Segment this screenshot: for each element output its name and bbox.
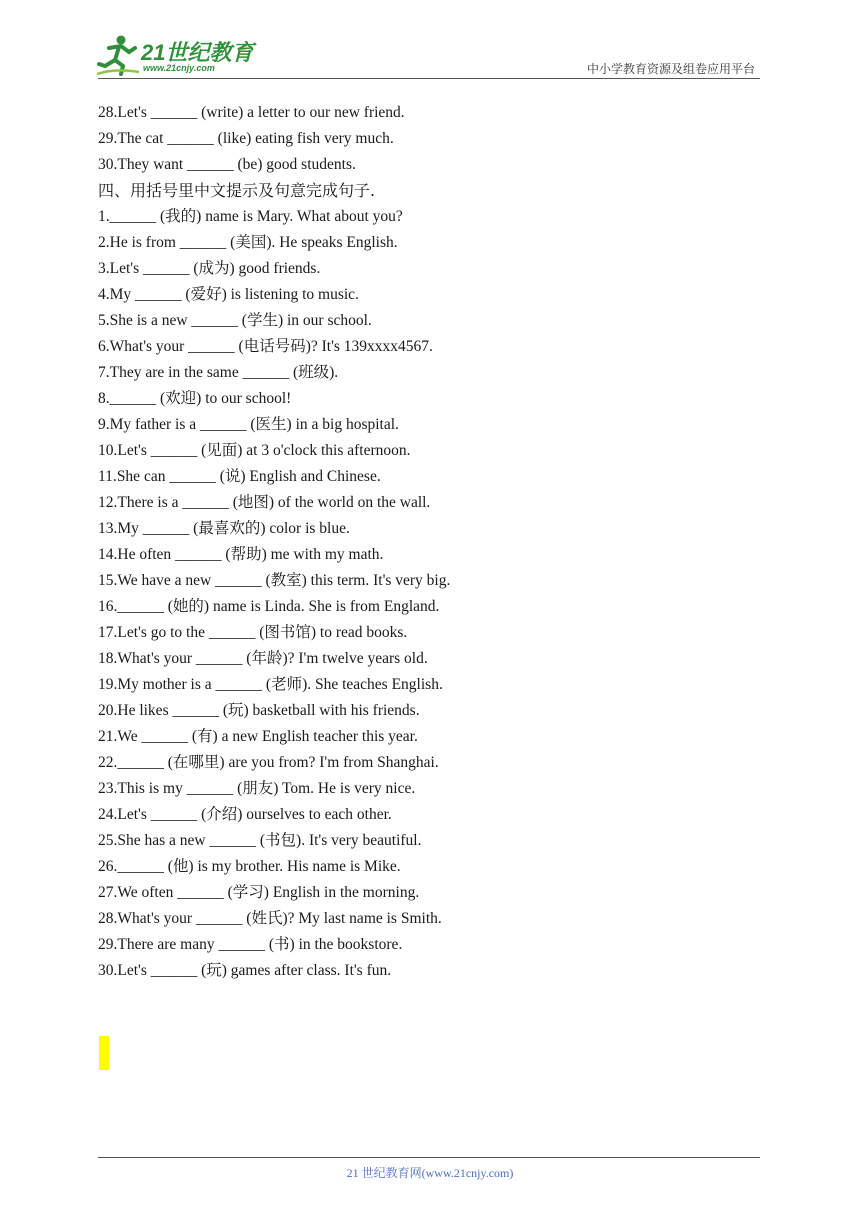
exercise-item [98,646,778,672]
exercise-item [98,204,778,230]
exercise-item [98,464,778,490]
item-number: 30. [98,962,118,979]
item-text: ______ (他) is my brother. His name is Mike. [117,858,401,875]
exercise-item [98,542,778,568]
item-text: What's your ______ (年龄)? I'm twelve years old. [117,650,428,667]
item-number: 6. [98,338,110,355]
item-text: He is from ______ (美国). He speaks English. [109,234,398,251]
exercise-item [98,932,778,958]
item-number: 17. [98,624,118,641]
item-text: My ______ (爱好) is listening to music. [109,286,359,303]
platform-name: 中小学教育资源及组卷应用平台 [586,62,755,76]
item-number: 8. [98,390,110,407]
item-number: 2. [98,234,110,251]
section-title: 四、用括号里中文提示及句意完成句子. [98,181,376,200]
exercise-item: 28.Let's ______ (write) a letter to our new friend. [98,104,405,121]
item-text: She has a new ______ (书包). It's very beautiful. [117,832,422,849]
highlight-mark [99,1036,109,1070]
exercise-item [98,334,778,360]
page-header [0,0,860,80]
item-text: She is a new ______ (学生) in our school. [109,312,372,329]
item-text: This is my ______ (朋友) Tom. He is very nice. [117,780,416,797]
exercise-item [98,958,778,984]
item-number: 21. [98,728,118,745]
exercise-item [98,438,778,464]
exercise-item: 30.They want ______ (be) good students. [98,156,356,173]
exercise-item [98,620,778,646]
item-text: Let's ______ (玩) games after class. It's fun. [117,962,392,979]
item-number: 9. [98,416,110,433]
item-number: 13. [98,520,118,537]
item-number: 3. [98,260,110,277]
item-number: 26. [98,858,118,875]
exercise-item [98,750,778,776]
item-number: 7. [98,364,110,381]
exercise-item [98,386,778,412]
exercise-item [98,490,778,516]
exercise-item [98,724,778,750]
item-number: 27. [98,884,118,901]
item-text: He likes ______ (玩) basketball with his friends. [117,702,420,719]
exercise-item [98,880,778,906]
item-number: 5. [98,312,110,329]
item-text: We ______ (有) a new English teacher this year. [117,728,418,745]
exercise-content [98,100,778,984]
exercise-item [98,256,778,282]
item-text: ______ (她的) name is Linda. She is from England. [117,598,440,615]
item-number: 24. [98,806,118,823]
item-text: ______ (欢迎) to our school! [109,390,292,407]
item-text: There is a ______ (地图) of the world on the wall. [117,494,431,511]
exercise-item [98,828,778,854]
item-number: 11. [98,468,117,485]
item-number: 18. [98,650,118,667]
item-text: What's your ______ (姓氏)? My last name is Smith. [117,910,442,927]
item-text: He often ______ (帮助) me with my math. [117,546,384,563]
item-number: 14. [98,546,118,563]
item-text: ______ (我的) name is Mary. What about you? [109,208,403,225]
header-divider [98,78,760,79]
exercise-item: 29.The cat ______ (like) eating fish very much. [98,130,394,147]
item-number: 12. [98,494,118,511]
runner-logo-icon [95,34,141,76]
item-number: 28. [98,910,118,927]
exercise-item [98,568,778,594]
item-text: She can ______ (说) English and Chinese. [116,468,381,485]
logo-text: 21世纪教育 [141,40,254,65]
item-number: 10. [98,442,118,459]
exercise-item [98,282,778,308]
exercise-item [98,360,778,386]
exercise-item [98,412,778,438]
item-text: My ______ (最喜欢的) color is blue. [117,520,350,537]
item-text: ______ (在哪里) are you from? I'm from Shanghai. [117,754,439,771]
item-number: 23. [98,780,118,797]
exercise-item [98,854,778,880]
logo-url: www.21cnjy.com [143,63,215,73]
item-text: What's your ______ (电话号码)? It's 139xxxx4567. [109,338,433,355]
item-text: We have a new ______ (教室) this term. It's very big. [117,572,451,589]
item-text: Let's ______ (成为) good friends. [109,260,321,277]
item-text: My father is a ______ (医生) in a big hospital. [109,416,399,433]
item-text: They are in the same ______ (班级). [109,364,339,381]
exercise-item [98,308,778,334]
exercise-item [98,906,778,932]
item-text: Let's ______ (介绍) ourselves to each other. [117,806,392,823]
item-number: 4. [98,286,110,303]
exercise-item [98,594,778,620]
exercise-item [98,516,778,542]
item-number: 22. [98,754,118,771]
item-number: 20. [98,702,118,719]
footer-divider [98,1157,760,1158]
item-number: 1. [98,208,110,225]
exercise-item [98,230,778,256]
item-number: 19. [98,676,118,693]
item-text: Let's ______ (见面) at 3 o'clock this afternoon. [117,442,411,459]
item-text: We often ______ (学习) English in the morning. [117,884,420,901]
item-text: My mother is a ______ (老师). She teaches English. [117,676,443,693]
item-text: Let's go to the ______ (图书馆) to read books. [117,624,408,641]
exercise-item [98,802,778,828]
site-logo [95,34,265,78]
exercise-item [98,672,778,698]
item-number: 29. [98,936,118,953]
footer-text: 21 世纪教育网(www.21cnjy.com) [346,1166,514,1180]
item-number: 16. [98,598,118,615]
section4-list [98,204,778,984]
exercise-item [98,776,778,802]
item-text: There are many ______ (书) in the bookstore. [117,936,403,953]
item-number: 15. [98,572,118,589]
item-number: 25. [98,832,118,849]
exercise-item [98,698,778,724]
